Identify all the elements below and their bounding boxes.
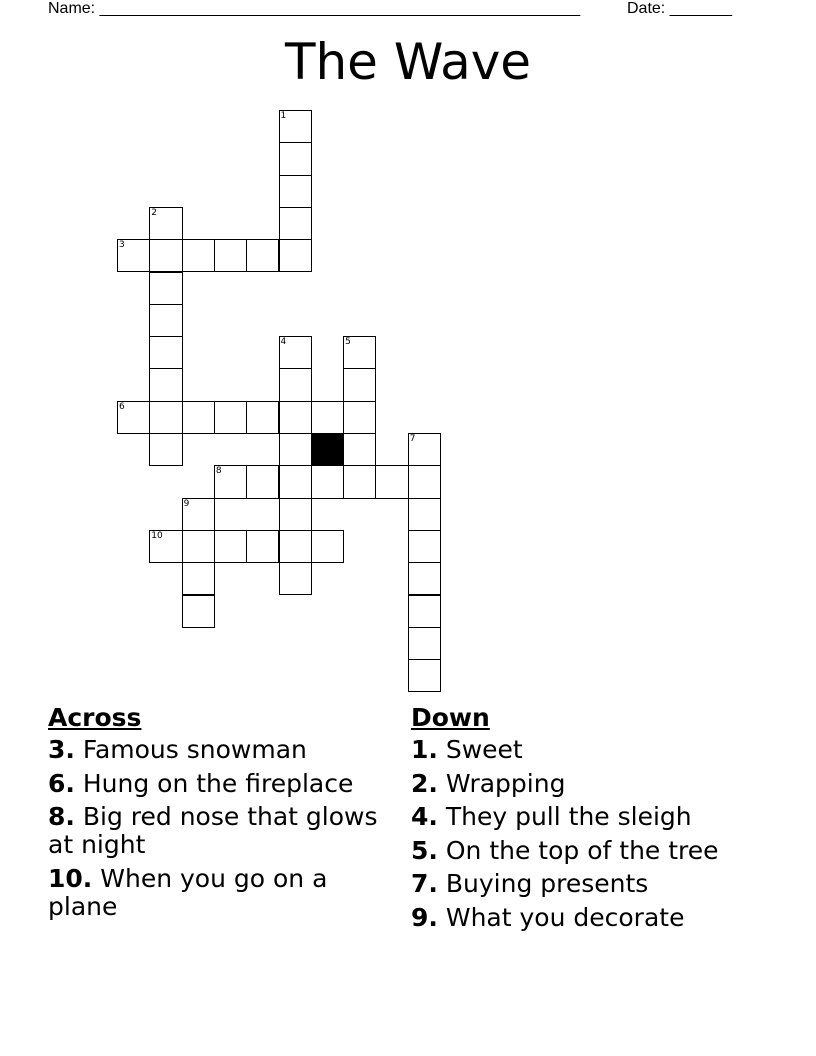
across-clues — [48, 700, 388, 926]
grid-cell[interactable] — [149, 530, 182, 563]
down-clues — [411, 700, 771, 937]
grid-cell[interactable] — [182, 562, 215, 595]
clue-number-label: 10 — [151, 530, 163, 541]
clue-number-label: 9 — [183, 498, 190, 509]
clue-number: 1. — [411, 735, 438, 764]
clue-number: 3. — [48, 735, 75, 764]
grid-cell[interactable] — [149, 304, 182, 337]
grid-cell[interactable] — [279, 530, 312, 563]
grid-cell[interactable] — [117, 239, 150, 272]
across-heading: Across — [48, 703, 142, 732]
clue-text: Buying presents — [445, 869, 649, 898]
grid-cell[interactable] — [279, 110, 312, 143]
clue-number-label: 4 — [280, 337, 287, 348]
grid-cell[interactable] — [246, 401, 279, 434]
grid-cell[interactable] — [279, 498, 312, 531]
grid-cell[interactable] — [149, 433, 182, 466]
down-clue — [411, 770, 771, 798]
grid-cell[interactable] — [279, 433, 312, 466]
clue-number-label: 6 — [119, 401, 125, 412]
clue-number: 2. — [411, 768, 438, 798]
clue-number-label: 2 — [151, 207, 158, 218]
grid-cell[interactable] — [343, 465, 376, 498]
clue-number-label: 3 — [119, 240, 125, 251]
clue-text: What you decorate — [445, 902, 685, 932]
clue-number-label: 5 — [345, 337, 351, 348]
date-field[interactable]: Date: _______ — [627, 0, 732, 17]
grid-cell[interactable] — [246, 239, 279, 272]
clue-text: Famous snowman — [82, 735, 307, 764]
grid-cell[interactable] — [214, 401, 247, 434]
grid-cell[interactable] — [279, 142, 312, 175]
grid-cell[interactable] — [311, 530, 344, 563]
grid-cell[interactable] — [149, 272, 182, 305]
clue-number-label: 7 — [409, 434, 416, 444]
clue-text: Sweet — [445, 735, 523, 764]
clue-number-label: 1 — [280, 111, 287, 121]
clue-number: 10. — [48, 863, 93, 893]
grid-cell[interactable] — [408, 562, 441, 595]
grid-cell[interactable] — [408, 530, 441, 563]
grid-cell[interactable] — [246, 465, 279, 498]
clue-text: When you go on a plane — [48, 863, 328, 921]
grid-cell[interactable] — [279, 465, 312, 498]
grid-cell[interactable] — [149, 401, 182, 434]
down-clue — [411, 803, 771, 831]
grid-cell[interactable] — [375, 465, 408, 498]
across-clue — [48, 770, 388, 798]
grid-cell[interactable] — [182, 498, 215, 531]
down-clue — [411, 870, 771, 898]
grid-cell[interactable] — [214, 530, 247, 563]
grid-cell[interactable] — [182, 401, 215, 434]
clue-text: Wrapping — [445, 768, 566, 798]
down-clue — [411, 904, 771, 932]
grid-cell[interactable] — [408, 627, 441, 660]
name-field[interactable]: Name: ______________________________________________________ — [48, 0, 581, 17]
clue-text: They pull the sleigh — [445, 802, 692, 831]
down-clue — [411, 736, 771, 764]
clue-number: 9. — [411, 902, 438, 932]
grid-block — [311, 433, 344, 466]
grid-cell[interactable] — [279, 175, 312, 208]
grid-cell[interactable] — [214, 465, 247, 498]
grid-cell[interactable] — [408, 465, 441, 498]
grid-cell[interactable] — [149, 368, 182, 401]
grid-cell[interactable] — [343, 433, 376, 466]
clue-number: 8. — [48, 802, 75, 831]
grid-cell[interactable] — [149, 207, 182, 240]
grid-cell[interactable] — [408, 659, 441, 692]
grid-cell[interactable] — [343, 336, 376, 369]
across-clue — [48, 865, 388, 921]
grid-cell[interactable] — [246, 530, 279, 563]
grid-cell[interactable] — [343, 368, 376, 401]
grid-cell[interactable] — [182, 530, 215, 563]
grid-cell[interactable] — [279, 207, 312, 240]
grid-cell[interactable] — [149, 239, 182, 272]
clue-number: 7. — [411, 869, 438, 898]
clue-text: On the top of the tree — [445, 835, 719, 865]
across-clue — [48, 803, 388, 859]
grid-cell[interactable] — [149, 336, 182, 369]
down-clue — [411, 837, 771, 865]
grid-cell[interactable] — [279, 401, 312, 434]
grid-cell[interactable] — [408, 433, 441, 466]
grid-cell[interactable] — [408, 498, 441, 531]
grid-cell[interactable] — [279, 562, 312, 595]
clue-text: Big red nose that glows at night — [48, 802, 378, 859]
clue-number: 6. — [48, 768, 75, 798]
grid-cell[interactable] — [214, 239, 247, 272]
grid-cell[interactable] — [279, 239, 312, 272]
grid-cell[interactable] — [311, 401, 344, 434]
grid-cell[interactable] — [311, 465, 344, 498]
down-heading: Down — [411, 703, 490, 732]
clue-number-label: 8 — [215, 466, 222, 477]
grid-cell[interactable] — [182, 595, 215, 628]
grid-cell[interactable] — [279, 336, 312, 369]
puzzle-title: The Wave — [284, 33, 532, 91]
grid-cell[interactable] — [182, 239, 215, 272]
clue-number: 5. — [411, 835, 438, 865]
grid-cell[interactable] — [343, 401, 376, 434]
grid-cell[interactable] — [408, 595, 441, 628]
across-clue — [48, 736, 388, 764]
clue-text: Hung on the fireplace — [82, 768, 354, 798]
grid-cell[interactable] — [117, 401, 150, 434]
clue-number: 4. — [411, 802, 438, 831]
grid-cell[interactable] — [279, 368, 312, 401]
